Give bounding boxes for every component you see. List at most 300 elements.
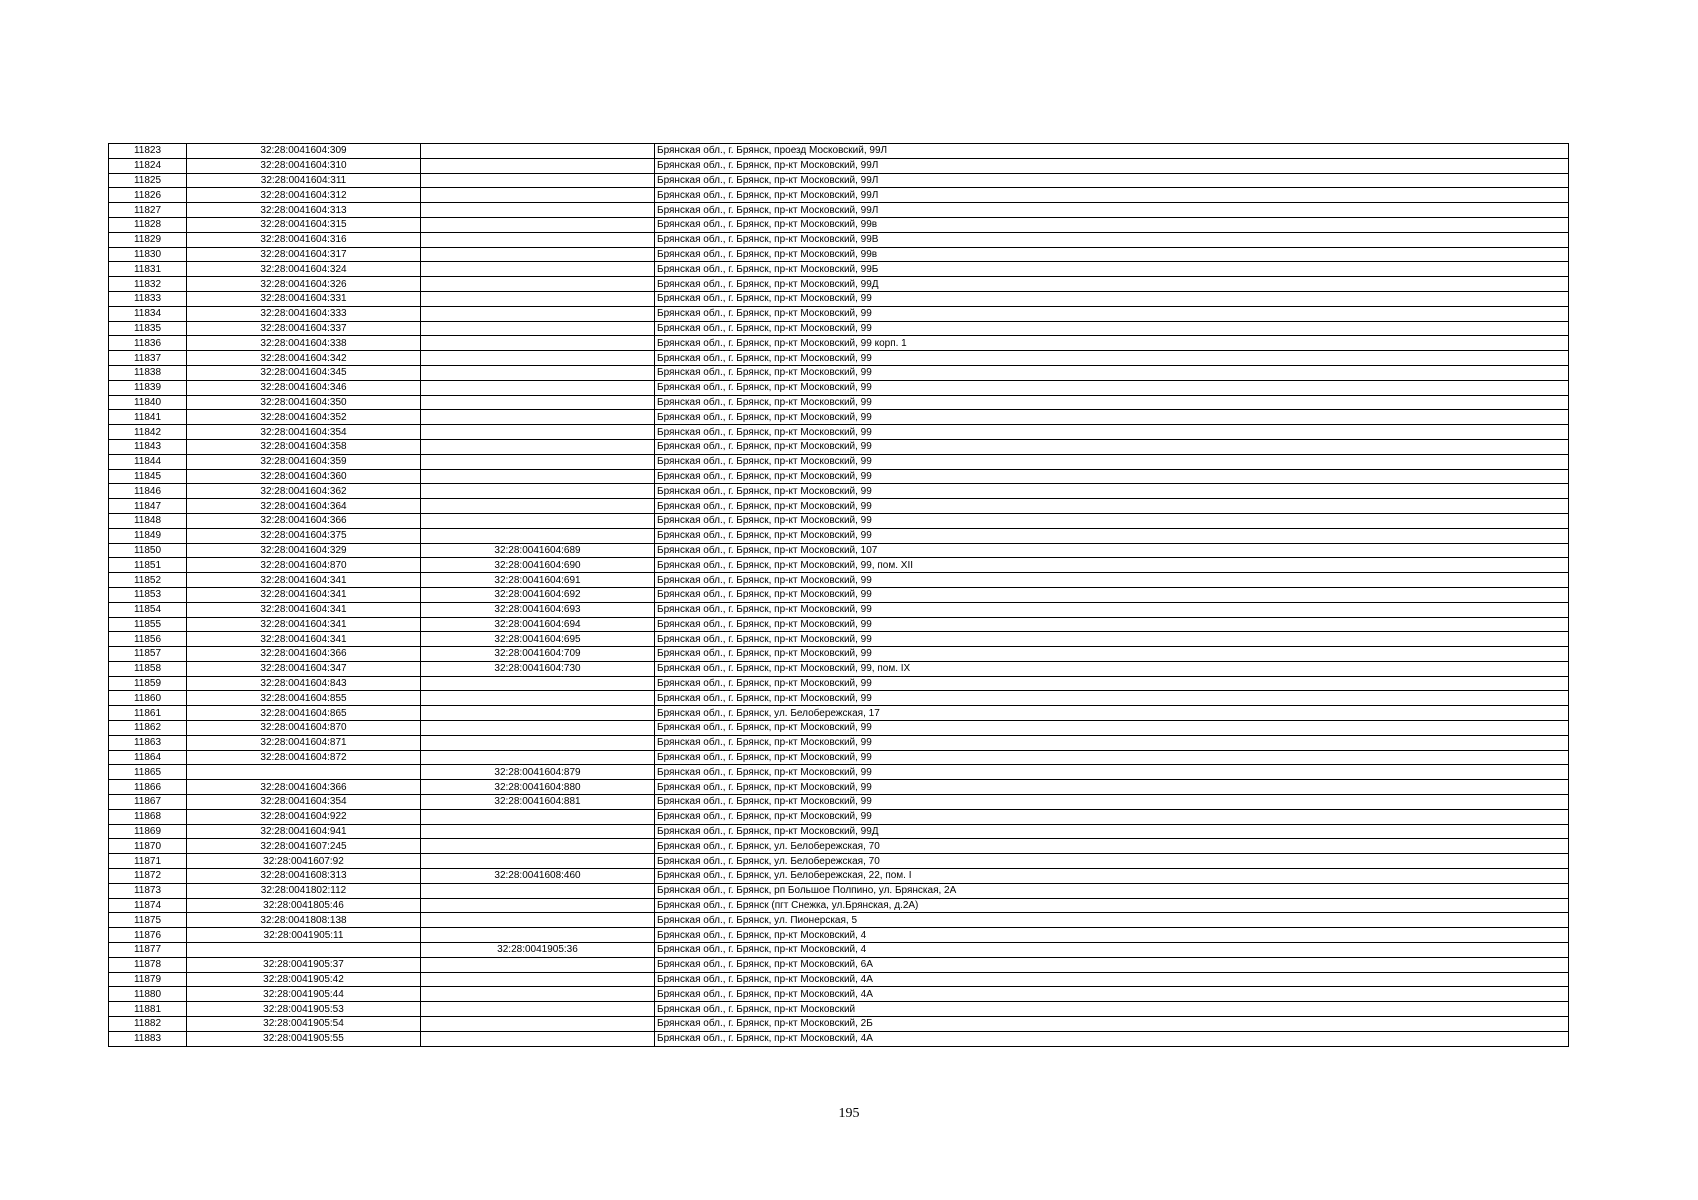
related-cadastral-number-cell (421, 987, 655, 1002)
address-cell: Брянская обл., г. Брянск, пр-кт Московский, 99 (655, 528, 1569, 543)
row-number-cell: 11846 (109, 484, 187, 499)
address-cell: Брянская обл., г. Брянск, пр-кт Московский, 99В (655, 232, 1569, 247)
cadastral-number-cell: 32:28:0041604:360 (187, 469, 421, 484)
address-cell: Брянская обл., г. Брянск, пр-кт Московский, 99 (655, 306, 1569, 321)
cadastral-number-cell: 32:28:0041607:92 (187, 854, 421, 869)
cadastral-number-cell: 32:28:0041604:366 (187, 513, 421, 528)
row-number-cell: 11863 (109, 735, 187, 750)
table-row (109, 439, 1569, 454)
row-number-cell: 11851 (109, 558, 187, 573)
row-number-cell: 11825 (109, 173, 187, 188)
table-row (109, 351, 1569, 366)
table-row (109, 943, 1569, 958)
address-cell: Брянская обл., г. Брянск, пр-кт Московский, 99 (655, 617, 1569, 632)
related-cadastral-number-cell (421, 913, 655, 928)
row-number-cell: 11844 (109, 454, 187, 469)
cadastral-number-cell: 32:28:0041604:337 (187, 321, 421, 336)
cadastral-number-cell: 32:28:0041604:352 (187, 410, 421, 425)
cadastral-number-cell: 32:28:0041604:364 (187, 499, 421, 514)
table-row (109, 144, 1569, 159)
cadastral-number-cell (187, 765, 421, 780)
address-cell: Брянская обл., г. Брянск, пр-кт Московский, 99 (655, 499, 1569, 514)
table-row (109, 824, 1569, 839)
cadastral-number-cell: 32:28:0041604:855 (187, 691, 421, 706)
cadastral-number-cell: 32:28:0041604:341 (187, 617, 421, 632)
related-cadastral-number-cell (421, 469, 655, 484)
related-cadastral-number-cell (421, 499, 655, 514)
cadastral-number-cell: 32:28:0041604:358 (187, 439, 421, 454)
table-row (109, 691, 1569, 706)
address-cell: Брянская обл., г. Брянск, пр-кт Московский, 99 (655, 587, 1569, 602)
cadastral-number-cell: 32:28:0041604:922 (187, 809, 421, 824)
address-cell: Брянская обл., г. Брянск (пгт Снежка, ул.Брянская, д.2А) (655, 898, 1569, 913)
address-cell: Брянская обл., г. Брянск, пр-кт Московский, 4 (655, 928, 1569, 943)
address-cell: Брянская обл., г. Брянск, пр-кт Московский, 107 (655, 543, 1569, 558)
address-cell: Брянская обл., г. Брянск, пр-кт Московский, 4 (655, 943, 1569, 958)
table-row (109, 262, 1569, 277)
row-number-cell: 11883 (109, 1031, 187, 1046)
address-cell: Брянская обл., г. Брянск, ул. Белобережская, 70 (655, 839, 1569, 854)
table-row (109, 469, 1569, 484)
address-cell: Брянская обл., г. Брянск, пр-кт Московский, 99 корп. 1 (655, 336, 1569, 351)
row-number-cell: 11872 (109, 869, 187, 884)
row-number-cell: 11845 (109, 469, 187, 484)
row-number-cell: 11879 (109, 972, 187, 987)
table-row (109, 676, 1569, 691)
address-cell: Брянская обл., г. Брянск, пр-кт Московский, 99Л (655, 188, 1569, 203)
row-number-cell: 11866 (109, 780, 187, 795)
related-cadastral-number-cell (421, 306, 655, 321)
related-cadastral-number-cell (421, 217, 655, 232)
address-cell: Брянская обл., г. Брянск, пр-кт Московский, 4А (655, 987, 1569, 1002)
address-cell: Брянская обл., г. Брянск, пр-кт Московский, 99 (655, 454, 1569, 469)
table-row (109, 513, 1569, 528)
cadastral-number-cell: 32:28:0041604:342 (187, 351, 421, 366)
row-number-cell: 11831 (109, 262, 187, 277)
related-cadastral-number-cell (421, 336, 655, 351)
related-cadastral-number-cell (421, 321, 655, 336)
address-cell: Брянская обл., г. Брянск, пр-кт Московский, 99 (655, 750, 1569, 765)
related-cadastral-number-cell (421, 291, 655, 306)
address-cell: Брянская обл., г. Брянск, пр-кт Московский, 4А (655, 1031, 1569, 1046)
related-cadastral-number-cell (421, 898, 655, 913)
address-cell: Брянская обл., г. Брянск, пр-кт Московский, 99 (655, 573, 1569, 588)
address-cell: Брянская обл., г. Брянск, пр-кт Московский, 99 (655, 809, 1569, 824)
related-cadastral-number-cell: 32:28:0041604:880 (421, 780, 655, 795)
related-cadastral-number-cell (421, 706, 655, 721)
address-cell: Брянская обл., г. Брянск, пр-кт Московский, 99, пом. IX (655, 661, 1569, 676)
address-cell: Брянская обл., г. Брянск, пр-кт Московский, 99в (655, 247, 1569, 262)
cadastral-number-cell: 32:28:0041604:345 (187, 365, 421, 380)
cadastral-number-cell: 32:28:0041604:347 (187, 661, 421, 676)
related-cadastral-number-cell (421, 528, 655, 543)
cadastral-number-cell: 32:28:0041604:338 (187, 336, 421, 351)
row-number-cell: 11864 (109, 750, 187, 765)
address-cell: Брянская обл., г. Брянск, ул. Белобережская, 17 (655, 706, 1569, 721)
cadastral-number-cell: 32:28:0041905:37 (187, 957, 421, 972)
table-row (109, 854, 1569, 869)
row-number-cell: 11852 (109, 573, 187, 588)
cadastral-number-cell: 32:28:0041808:138 (187, 913, 421, 928)
table-row (109, 602, 1569, 617)
row-number-cell: 11837 (109, 351, 187, 366)
cadastral-number-cell: 32:28:0041604:354 (187, 425, 421, 440)
table-row (109, 158, 1569, 173)
table-row (109, 617, 1569, 632)
cadastral-number-cell: 32:28:0041905:42 (187, 972, 421, 987)
row-number-cell: 11873 (109, 883, 187, 898)
cadastral-number-cell: 32:28:0041802:112 (187, 883, 421, 898)
address-cell: Брянская обл., г. Брянск, ул. Пионерская, 5 (655, 913, 1569, 928)
cadastral-number-cell: 32:28:0041805:46 (187, 898, 421, 913)
cadastral-number-cell: 32:28:0041604:865 (187, 706, 421, 721)
address-cell: Брянская обл., г. Брянск, пр-кт Московский, 99 (655, 291, 1569, 306)
address-cell: Брянская обл., г. Брянск, пр-кт Московский, 99 (655, 365, 1569, 380)
row-number-cell: 11856 (109, 632, 187, 647)
row-number-cell: 11882 (109, 1017, 187, 1032)
address-cell: Брянская обл., г. Брянск, пр-кт Московский, 99 (655, 691, 1569, 706)
row-number-cell: 11876 (109, 928, 187, 943)
row-number-cell: 11832 (109, 277, 187, 292)
table-row (109, 543, 1569, 558)
cadastral-number-cell: 32:28:0041604:315 (187, 217, 421, 232)
cadastral-number-cell: 32:28:0041905:11 (187, 928, 421, 943)
related-cadastral-number-cell (421, 262, 655, 277)
cadastral-number-cell: 32:28:0041604:359 (187, 454, 421, 469)
related-cadastral-number-cell: 32:28:0041604:694 (421, 617, 655, 632)
table-row (109, 336, 1569, 351)
cadastral-number-cell: 32:28:0041604:354 (187, 795, 421, 810)
related-cadastral-number-cell: 32:28:0041604:709 (421, 647, 655, 662)
table-row (109, 291, 1569, 306)
related-cadastral-number-cell (421, 158, 655, 173)
cadastral-number-cell: 32:28:0041905:55 (187, 1031, 421, 1046)
address-cell: Брянская обл., г. Брянск, пр-кт Московский, 99 (655, 439, 1569, 454)
cadastral-number-cell: 32:28:0041604:341 (187, 602, 421, 617)
table-row (109, 247, 1569, 262)
row-number-cell: 11847 (109, 499, 187, 514)
table-row (109, 795, 1569, 810)
address-cell: Брянская обл., г. Брянск, пр-кт Московский, 99в (655, 217, 1569, 232)
cadastral-number-cell: 32:28:0041604:346 (187, 380, 421, 395)
row-number-cell: 11834 (109, 306, 187, 321)
row-number-cell: 11874 (109, 898, 187, 913)
related-cadastral-number-cell (421, 1017, 655, 1032)
table-row (109, 869, 1569, 884)
row-number-cell: 11860 (109, 691, 187, 706)
table-row (109, 780, 1569, 795)
related-cadastral-number-cell: 32:28:0041608:460 (421, 869, 655, 884)
cadastral-number-cell: 32:28:0041604:317 (187, 247, 421, 262)
address-cell: Брянская обл., г. Брянск, пр-кт Московский, 99 (655, 632, 1569, 647)
related-cadastral-number-cell (421, 1031, 655, 1046)
cadastral-number-cell: 32:28:0041604:366 (187, 780, 421, 795)
row-number-cell: 11854 (109, 602, 187, 617)
address-cell: Брянская обл., г. Брянск, рп Большое Полпино, ул. Брянская, 2А (655, 883, 1569, 898)
cadastral-number-cell: 32:28:0041608:313 (187, 869, 421, 884)
related-cadastral-number-cell (421, 735, 655, 750)
row-number-cell: 11839 (109, 380, 187, 395)
row-number-cell: 11858 (109, 661, 187, 676)
cadastral-number-cell: 32:28:0041604:324 (187, 262, 421, 277)
address-cell: Брянская обл., г. Брянск, пр-кт Московский, 99 (655, 676, 1569, 691)
address-cell: Брянская обл., г. Брянск, ул. Белобережская, 22, пом. I (655, 869, 1569, 884)
related-cadastral-number-cell (421, 721, 655, 736)
row-number-cell: 11828 (109, 217, 187, 232)
registry-table-body (109, 144, 1569, 1047)
row-number-cell: 11824 (109, 158, 187, 173)
table-row (109, 765, 1569, 780)
related-cadastral-number-cell (421, 957, 655, 972)
address-cell: Брянская обл., г. Брянск, пр-кт Московский, 99Д (655, 277, 1569, 292)
row-number-cell: 11878 (109, 957, 187, 972)
address-cell: Брянская обл., г. Брянск, пр-кт Московский, 99 (655, 647, 1569, 662)
row-number-cell: 11855 (109, 617, 187, 632)
table-row (109, 987, 1569, 1002)
address-cell: Брянская обл., г. Брянск, пр-кт Московский, 99Л (655, 203, 1569, 218)
row-number-cell: 11880 (109, 987, 187, 1002)
row-number-cell: 11865 (109, 765, 187, 780)
row-number-cell: 11857 (109, 647, 187, 662)
cadastral-number-cell: 32:28:0041604:871 (187, 735, 421, 750)
cadastral-number-cell: 32:28:0041604:341 (187, 587, 421, 602)
table-row (109, 528, 1569, 543)
table-row (109, 188, 1569, 203)
table-row (109, 928, 1569, 943)
table-row (109, 1017, 1569, 1032)
table-row (109, 632, 1569, 647)
table-row (109, 232, 1569, 247)
related-cadastral-number-cell: 32:28:0041604:730 (421, 661, 655, 676)
table-row (109, 809, 1569, 824)
address-cell: Брянская обл., г. Брянск, пр-кт Московский, 99 (655, 469, 1569, 484)
related-cadastral-number-cell (421, 691, 655, 706)
row-number-cell: 11842 (109, 425, 187, 440)
address-cell: Брянская обл., г. Брянск, ул. Белобережская, 70 (655, 854, 1569, 869)
cadastral-number-cell: 32:28:0041604:326 (187, 277, 421, 292)
related-cadastral-number-cell (421, 824, 655, 839)
table-row (109, 706, 1569, 721)
related-cadastral-number-cell (421, 425, 655, 440)
address-cell: Брянская обл., г. Брянск, пр-кт Московский, 99 (655, 780, 1569, 795)
related-cadastral-number-cell (421, 351, 655, 366)
related-cadastral-number-cell (421, 173, 655, 188)
table-row (109, 395, 1569, 410)
table-row (109, 454, 1569, 469)
related-cadastral-number-cell (421, 750, 655, 765)
address-cell: Брянская обл., г. Брянск, пр-кт Московский, 99 (655, 602, 1569, 617)
address-cell: Брянская обл., г. Брянск, пр-кт Московский, 99 (655, 513, 1569, 528)
cadastral-number-cell: 32:28:0041607:245 (187, 839, 421, 854)
table-row (109, 735, 1569, 750)
row-number-cell: 11841 (109, 410, 187, 425)
row-number-cell: 11877 (109, 943, 187, 958)
table-row (109, 306, 1569, 321)
row-number-cell: 11823 (109, 144, 187, 159)
page-number: 195 (838, 1106, 860, 1121)
registry-table (108, 143, 1569, 1047)
row-number-cell: 11871 (109, 854, 187, 869)
address-cell: Брянская обл., г. Брянск, пр-кт Московский, 99 (655, 351, 1569, 366)
related-cadastral-number-cell (421, 380, 655, 395)
table-row (109, 883, 1569, 898)
table-row (109, 957, 1569, 972)
cadastral-number-cell: 32:28:0041604:331 (187, 291, 421, 306)
related-cadastral-number-cell (421, 972, 655, 987)
address-cell: Брянская обл., г. Брянск, пр-кт Московский, 99 (655, 410, 1569, 425)
related-cadastral-number-cell (421, 484, 655, 499)
table-row (109, 839, 1569, 854)
address-cell: Брянская обл., г. Брянск, пр-кт Московский, 99 (655, 484, 1569, 499)
address-cell: Брянская обл., г. Брянск, проезд Московский, 99Л (655, 144, 1569, 159)
related-cadastral-number-cell (421, 410, 655, 425)
cadastral-number-cell: 32:28:0041604:362 (187, 484, 421, 499)
cadastral-number-cell: 32:28:0041604:870 (187, 558, 421, 573)
table-row (109, 558, 1569, 573)
row-number-cell: 11830 (109, 247, 187, 262)
related-cadastral-number-cell (421, 395, 655, 410)
row-number-cell: 11835 (109, 321, 187, 336)
cadastral-number-cell: 32:28:0041604:311 (187, 173, 421, 188)
related-cadastral-number-cell: 32:28:0041604:692 (421, 587, 655, 602)
row-number-cell: 11838 (109, 365, 187, 380)
address-cell: Брянская обл., г. Брянск, пр-кт Московский, 99 (655, 395, 1569, 410)
related-cadastral-number-cell (421, 439, 655, 454)
related-cadastral-number-cell (421, 839, 655, 854)
related-cadastral-number-cell (421, 188, 655, 203)
address-cell: Брянская обл., г. Брянск, пр-кт Московский, 99 (655, 735, 1569, 750)
row-number-cell: 11859 (109, 676, 187, 691)
address-cell: Брянская обл., г. Брянск, пр-кт Московский, 99, пом. XII (655, 558, 1569, 573)
table-row (109, 750, 1569, 765)
related-cadastral-number-cell (421, 203, 655, 218)
cadastral-number-cell: 32:28:0041604:309 (187, 144, 421, 159)
cadastral-number-cell: 32:28:0041604:313 (187, 203, 421, 218)
cadastral-number-cell: 32:28:0041905:54 (187, 1017, 421, 1032)
address-cell: Брянская обл., г. Брянск, пр-кт Московский, 99Л (655, 158, 1569, 173)
related-cadastral-number-cell (421, 365, 655, 380)
related-cadastral-number-cell (421, 513, 655, 528)
table-row (109, 425, 1569, 440)
table-row (109, 661, 1569, 676)
row-number-cell: 11849 (109, 528, 187, 543)
row-number-cell: 11870 (109, 839, 187, 854)
related-cadastral-number-cell (421, 928, 655, 943)
table-row (109, 380, 1569, 395)
table-row (109, 499, 1569, 514)
table-row (109, 1002, 1569, 1017)
address-cell: Брянская обл., г. Брянск, пр-кт Московский (655, 1002, 1569, 1017)
cadastral-number-cell: 32:28:0041905:44 (187, 987, 421, 1002)
related-cadastral-number-cell: 32:28:0041604:689 (421, 543, 655, 558)
related-cadastral-number-cell (421, 277, 655, 292)
address-cell: Брянская обл., г. Брянск, пр-кт Московский, 2Б (655, 1017, 1569, 1032)
cadastral-number-cell: 32:28:0041604:843 (187, 676, 421, 691)
table-row (109, 277, 1569, 292)
row-number-cell: 11843 (109, 439, 187, 454)
row-number-cell: 11836 (109, 336, 187, 351)
row-number-cell: 11850 (109, 543, 187, 558)
related-cadastral-number-cell: 32:28:0041604:693 (421, 602, 655, 617)
row-number-cell: 11829 (109, 232, 187, 247)
cadastral-number-cell: 32:28:0041604:941 (187, 824, 421, 839)
address-cell: Брянская обл., г. Брянск, пр-кт Московский, 99 (655, 721, 1569, 736)
table-row (109, 721, 1569, 736)
cadastral-number-cell: 32:28:0041905:53 (187, 1002, 421, 1017)
address-cell: Брянская обл., г. Брянск, пр-кт Московский, 99 (655, 425, 1569, 440)
table-row (109, 410, 1569, 425)
row-number-cell: 11881 (109, 1002, 187, 1017)
address-cell: Брянская обл., г. Брянск, пр-кт Московский, 99Б (655, 262, 1569, 277)
table-row (109, 1031, 1569, 1046)
cadastral-number-cell: 32:28:0041604:870 (187, 721, 421, 736)
related-cadastral-number-cell (421, 454, 655, 469)
related-cadastral-number-cell (421, 144, 655, 159)
table-row (109, 321, 1569, 336)
related-cadastral-number-cell (421, 232, 655, 247)
row-number-cell: 11869 (109, 824, 187, 839)
table-row (109, 972, 1569, 987)
table-row (109, 365, 1569, 380)
table-row (109, 913, 1569, 928)
related-cadastral-number-cell (421, 854, 655, 869)
related-cadastral-number-cell: 32:28:0041604:695 (421, 632, 655, 647)
table-row (109, 173, 1569, 188)
row-number-cell: 11826 (109, 188, 187, 203)
related-cadastral-number-cell: 32:28:0041905:36 (421, 943, 655, 958)
cadastral-number-cell: 32:28:0041604:316 (187, 232, 421, 247)
table-row (109, 217, 1569, 232)
address-cell: Брянская обл., г. Брянск, пр-кт Московский, 4А (655, 972, 1569, 987)
table-row (109, 647, 1569, 662)
related-cadastral-number-cell (421, 809, 655, 824)
cadastral-number-cell: 32:28:0041604:333 (187, 306, 421, 321)
address-cell: Брянская обл., г. Брянск, пр-кт Московский, 99 (655, 321, 1569, 336)
related-cadastral-number-cell: 32:28:0041604:691 (421, 573, 655, 588)
row-number-cell: 11827 (109, 203, 187, 218)
cadastral-number-cell (187, 943, 421, 958)
related-cadastral-number-cell (421, 676, 655, 691)
address-cell: Брянская обл., г. Брянск, пр-кт Московский, 99 (655, 795, 1569, 810)
cadastral-number-cell: 32:28:0041604:310 (187, 158, 421, 173)
table-row (109, 484, 1569, 499)
row-number-cell: 11861 (109, 706, 187, 721)
cadastral-number-cell: 32:28:0041604:341 (187, 632, 421, 647)
table-row (109, 898, 1569, 913)
related-cadastral-number-cell: 32:28:0041604:879 (421, 765, 655, 780)
related-cadastral-number-cell (421, 1002, 655, 1017)
cadastral-number-cell: 32:28:0041604:341 (187, 573, 421, 588)
row-number-cell: 11840 (109, 395, 187, 410)
cadastral-number-cell: 32:28:0041604:312 (187, 188, 421, 203)
row-number-cell: 11868 (109, 809, 187, 824)
table-row (109, 587, 1569, 602)
related-cadastral-number-cell (421, 883, 655, 898)
related-cadastral-number-cell: 32:28:0041604:881 (421, 795, 655, 810)
related-cadastral-number-cell (421, 247, 655, 262)
row-number-cell: 11862 (109, 721, 187, 736)
cadastral-number-cell: 32:28:0041604:366 (187, 647, 421, 662)
table-row (109, 203, 1569, 218)
cadastral-number-cell: 32:28:0041604:350 (187, 395, 421, 410)
address-cell: Брянская обл., г. Брянск, пр-кт Московский, 6А (655, 957, 1569, 972)
row-number-cell: 11853 (109, 587, 187, 602)
row-number-cell: 11867 (109, 795, 187, 810)
address-cell: Брянская обл., г. Брянск, пр-кт Московский, 99Д (655, 824, 1569, 839)
row-number-cell: 11833 (109, 291, 187, 306)
address-cell: Брянская обл., г. Брянск, пр-кт Московский, 99Л (655, 173, 1569, 188)
table-row (109, 573, 1569, 588)
